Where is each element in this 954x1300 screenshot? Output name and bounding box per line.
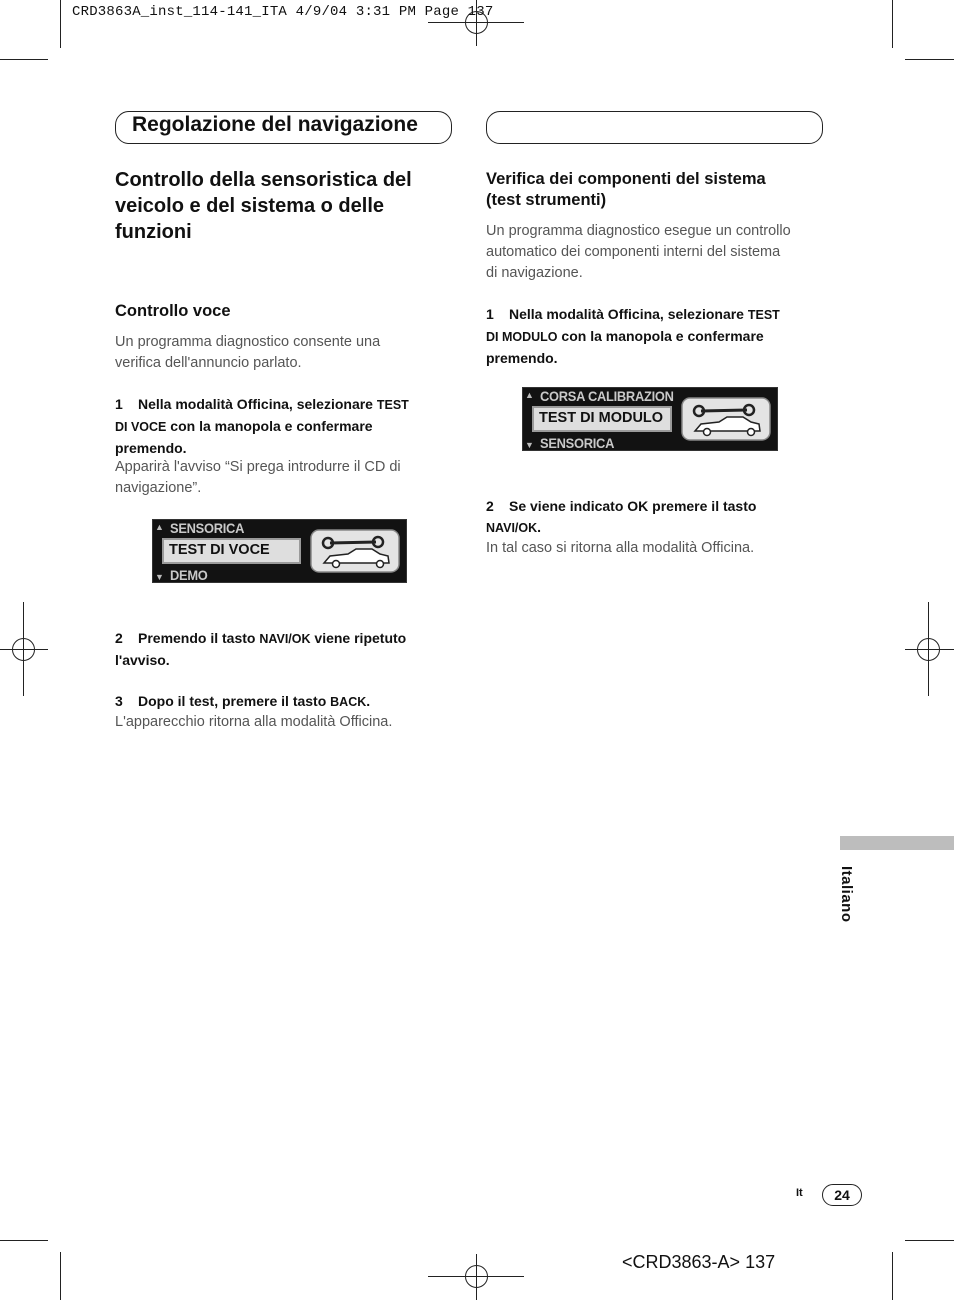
document-code: <CRD3863-A> 137: [622, 1252, 776, 1272]
menu-item-selected: TEST DI MODULO: [532, 406, 672, 432]
wrench-car-icon: [681, 397, 771, 441]
section-title: Regolazione del navigazione: [132, 113, 418, 136]
step-3-voice: 3 Dopo il test, premere il tasto BACK.: [115, 693, 371, 709]
step-1-components: 1 Nella modalità Officina, selezionare TEST DI MODULO con la manopola e confermare premendo.: [486, 306, 780, 366]
wrench-car-icon: [310, 529, 400, 573]
step-3-note-voice: L'apparecchio ritorna alla modalità Officina.: [115, 714, 393, 730]
print-header: CRD3863A_inst_114-141_ITA 4/9/04 3:31 PM Page 137: [72, 4, 494, 20]
step-2-voice: 2 Premendo il tasto NAVI/OK viene ripetuto l'avviso.: [115, 630, 407, 668]
menu-item-selected: TEST DI VOCE: [162, 538, 301, 564]
step-1-voice: 1 Nella modalità Officina, selezionare TEST DI VOCE con la manopola e confermare premendo.: [115, 396, 409, 456]
step-2-note-components: In tal caso si ritorna alla modalità Officina.: [486, 540, 755, 556]
sub-heading-voice: Controllo voce: [115, 302, 231, 320]
menu-item-prev: CORSA CALIBRAZION: [540, 388, 674, 404]
scroll-down-icon: ▼: [525, 440, 534, 450]
section-title-box-empty: [486, 111, 823, 144]
scroll-up-icon: ▲: [525, 390, 534, 400]
main-heading: Controllo della sensoristica del veicolo e del sistema o delle funzioni: [115, 169, 412, 243]
menu-item-next: SENSORICA: [540, 435, 615, 451]
menu-item-prev: SENSORICA: [170, 520, 245, 536]
page-number: 24: [822, 1184, 862, 1206]
intro-text-voice: Un programma diagnostico consente una verifica dell'annuncio parlato.: [115, 334, 381, 371]
step-2-components: 2 Se viene indicato OK premere il tasto NAVI/OK.: [486, 498, 757, 535]
scroll-down-icon: ▼: [155, 572, 164, 582]
language-tab-bar: [840, 836, 954, 850]
step-1-note-voice: Apparirà l'avviso “Si prega introdurre il CD di navigazione”.: [115, 459, 401, 496]
language-tab-label: Italiano: [838, 866, 855, 923]
scroll-up-icon: ▲: [155, 522, 164, 532]
intro-text-components: Un programma diagnostico esegue un controllo automatico dei componenti interni del sistema di navigazione.: [486, 223, 791, 281]
lcd-display-voice: [152, 519, 407, 583]
menu-item-next: DEMO: [170, 567, 208, 583]
right-heading: Verifica dei componenti del sistema (test strumenti): [486, 170, 766, 209]
lcd-display-module: [522, 387, 778, 451]
language-code: It: [796, 1187, 803, 1199]
